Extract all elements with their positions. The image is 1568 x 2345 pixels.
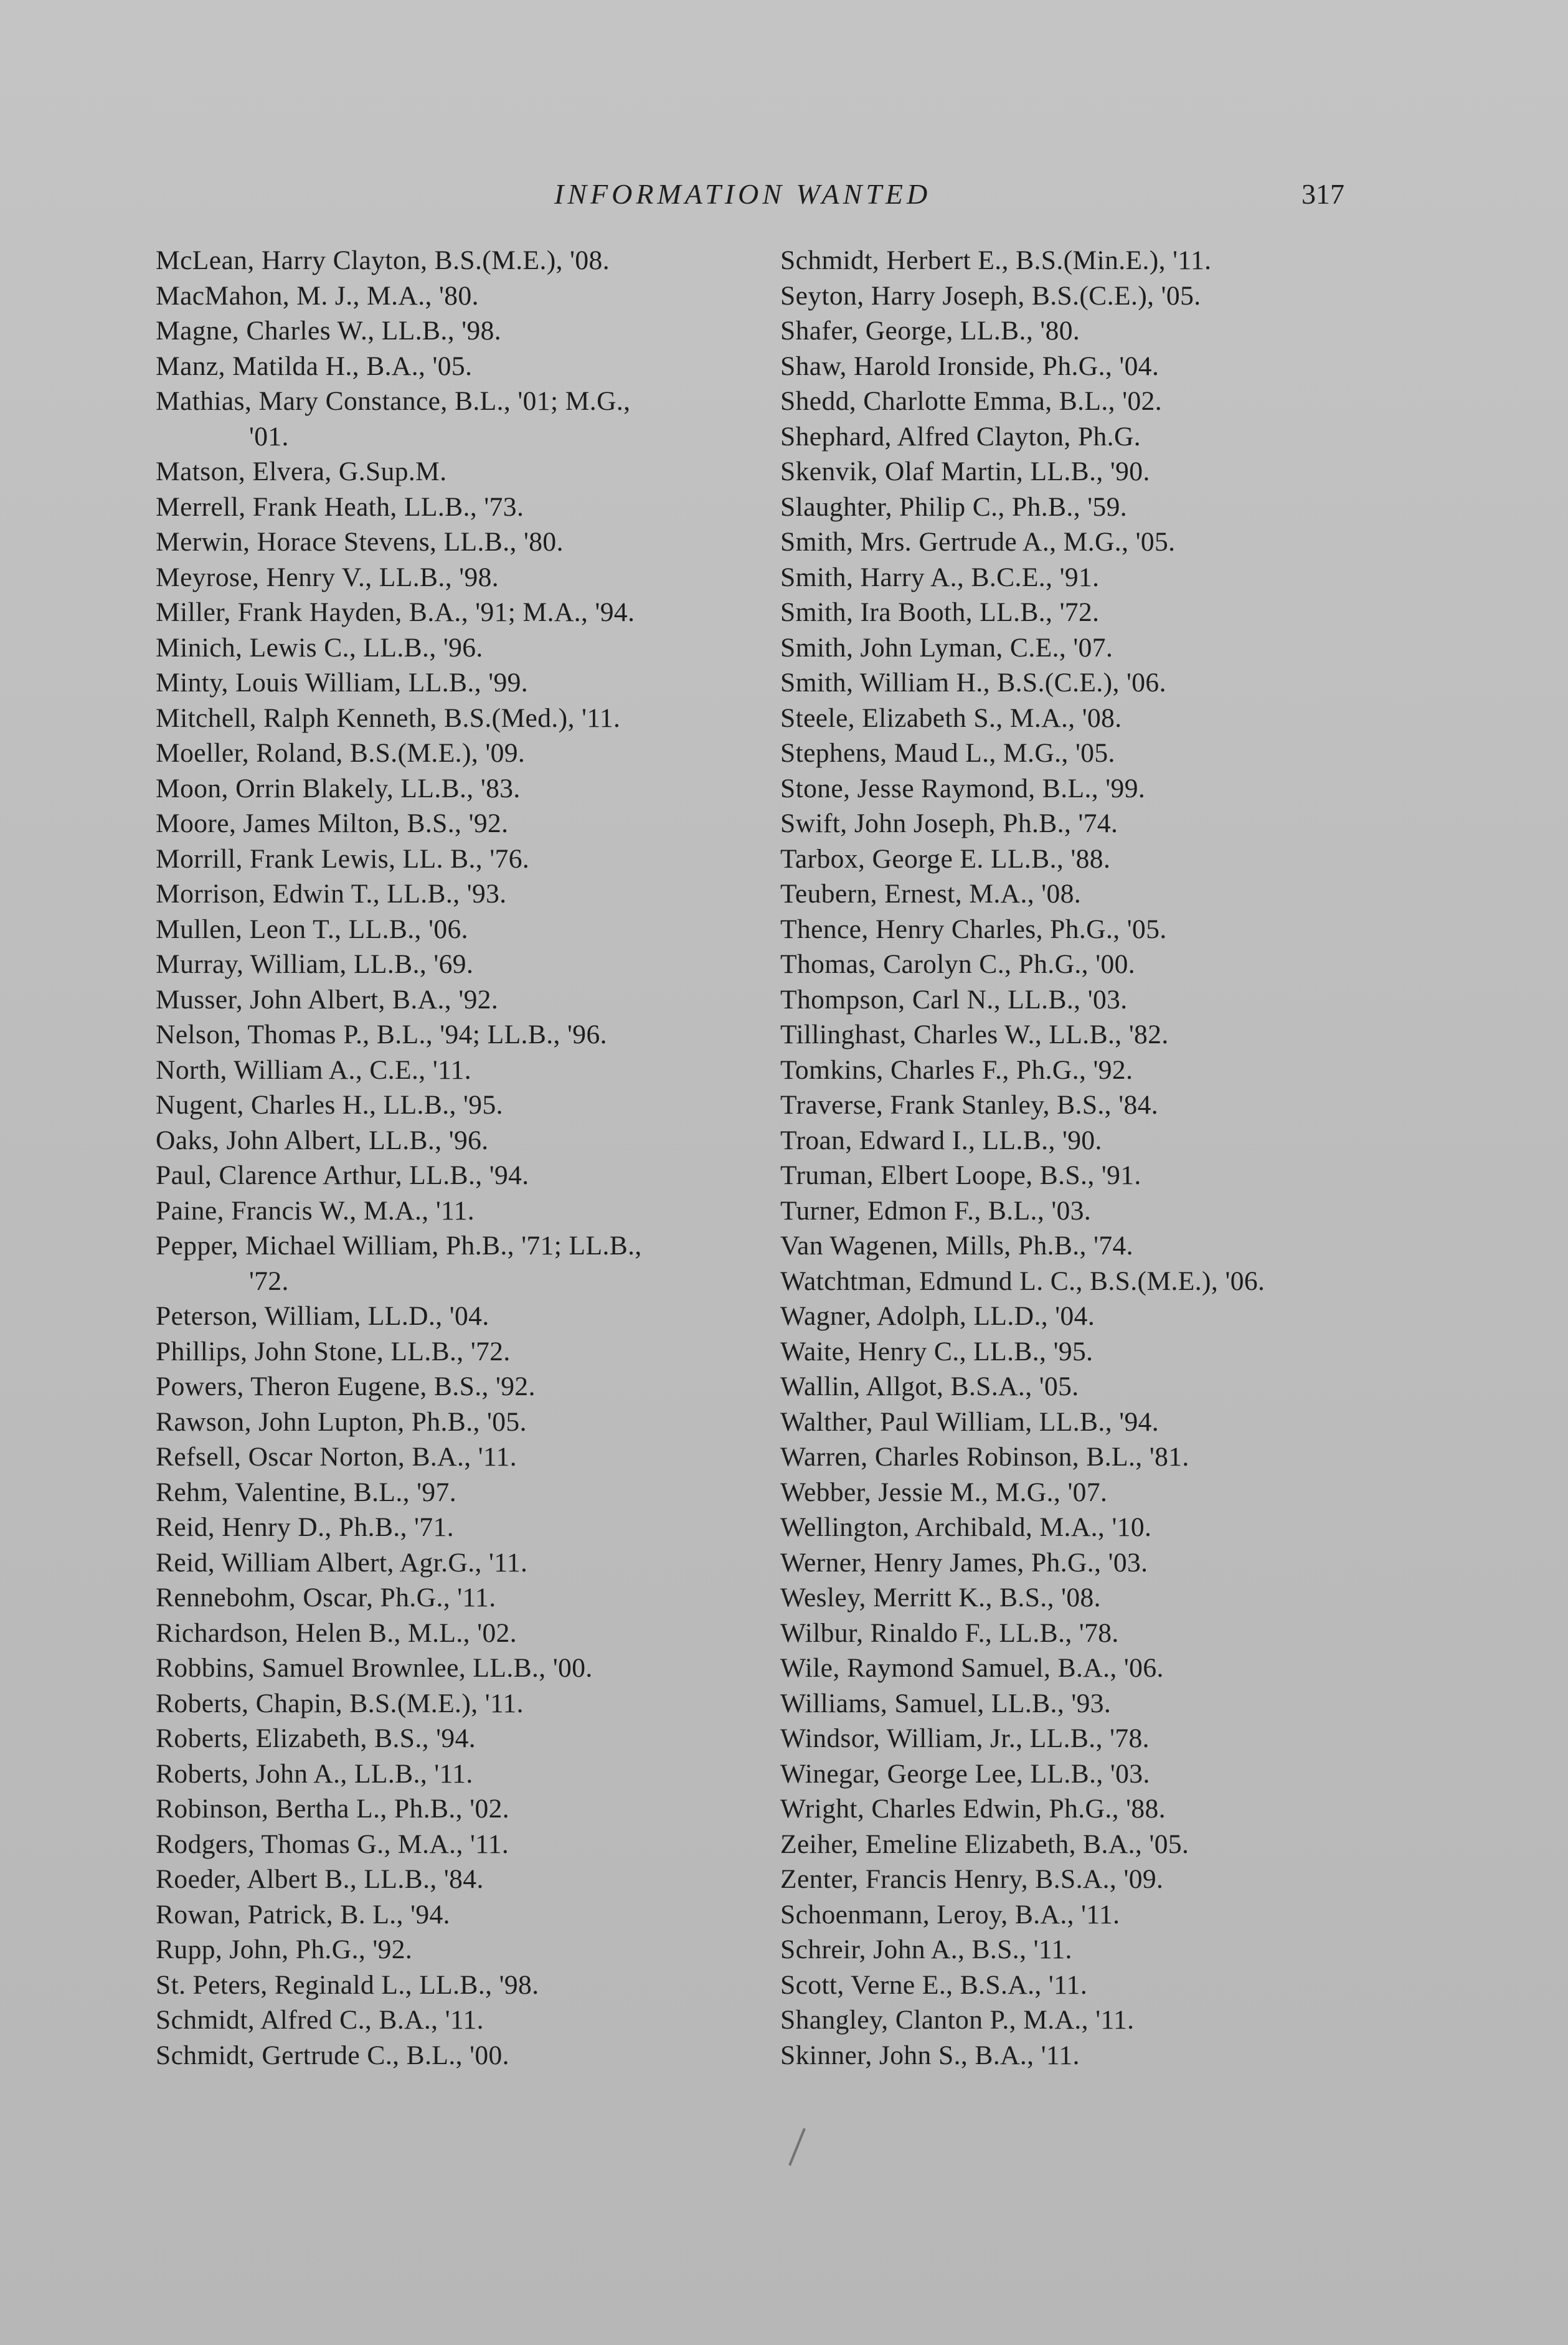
page-number: 317 xyxy=(1301,178,1344,210)
list-item: Minich, Lewis C., LL.B., '96. xyxy=(156,632,483,663)
list-item: Shedd, Charlotte Emma, B.L., '02. xyxy=(780,386,1163,416)
list-item: Mullen, Leon T., LL.B., '06. xyxy=(156,914,468,944)
list-item: Mitchell, Ralph Kenneth, B.S.(Med.), '11. xyxy=(156,703,621,733)
list-item: McLean, Harry Clayton, B.S.(M.E.), '08. xyxy=(156,245,610,275)
list-item: Rupp, John, Ph.G., '92. xyxy=(156,1935,413,1964)
list-item: Schmidt, Herbert E., B.S.(Min.E.), '11. xyxy=(780,245,1212,275)
list-item: Paine, Francis W., M.A., '11. xyxy=(156,1195,475,1226)
list-item: Zenter, Francis Henry, B.S.A., '09. xyxy=(780,1864,1164,1894)
list-item: Moore, James Milton, B.S., '92. xyxy=(156,808,509,838)
list-item: Reid, William Albert, Agr.G., '11. xyxy=(156,1547,528,1578)
list-item: Smith, William H., B.S.(C.E.), '06. xyxy=(780,668,1166,698)
left-column xyxy=(156,243,753,2073)
list-item: Morrison, Edwin T., LL.B., '93. xyxy=(156,879,507,909)
list-item: Shafer, George, LL.B., '80. xyxy=(780,316,1080,346)
list-item: Walther, Paul William, LL.B., '94. xyxy=(780,1406,1159,1437)
list-item: Wagner, Adolph, LL.D., '04. xyxy=(780,1301,1095,1331)
list-item: Skenvik, Olaf Martin, LL.B., '90. xyxy=(780,457,1150,486)
list-item: Warren, Charles Robinson, B.L., '81. xyxy=(780,1442,1189,1472)
list-item: Shephard, Alfred Clayton, Ph.G. xyxy=(780,421,1141,452)
list-item: Zeiher, Emeline Elizabeth, B.A., '05. xyxy=(780,1829,1189,1859)
list-item: Werner, Henry James, Ph.G., '03. xyxy=(780,1547,1148,1578)
list-item: Powers, Theron Eugene, B.S., '92. xyxy=(156,1371,536,1401)
list-item: St. Peters, Reginald L., LL.B., '98. xyxy=(156,1969,539,2000)
list-item: Murray, William, LL.B., '69. xyxy=(156,949,474,979)
list-item: Meyrose, Henry V., LL.B., '98. xyxy=(156,562,499,592)
list-item: Stephens, Maud L., M.G., '05. xyxy=(780,738,1115,768)
list-item: Wilbur, Rinaldo F., LL.B., '78. xyxy=(780,1618,1119,1648)
list-item: Magne, Charles W., LL.B., '98. xyxy=(156,316,502,346)
list-item: Scott, Verne E., B.S.A., '11. xyxy=(780,1969,1088,2000)
list-item: Steele, Elizabeth S., M.A., '08. xyxy=(780,703,1122,733)
running-title: INFORMATION WANTED xyxy=(554,178,932,210)
list-item: '01. xyxy=(249,421,289,452)
list-item: Roberts, John A., LL.B., '11. xyxy=(156,1758,473,1789)
list-item: Tarbox, George E. LL.B., '88. xyxy=(780,843,1111,874)
list-item: Teubern, Ernest, M.A., '08. xyxy=(780,879,1082,909)
list-item: Troan, Edward I., LL.B., '90. xyxy=(780,1125,1102,1155)
list-item: Waite, Henry C., LL.B., '95. xyxy=(780,1336,1093,1367)
list-item: Shangley, Clanton P., M.A., '11. xyxy=(780,2005,1135,2035)
list-item: Shaw, Harold Ironside, Ph.G., '04. xyxy=(780,351,1159,381)
list-item: Schreir, John A., B.S., '11. xyxy=(780,1935,1072,1964)
list-item: Musser, John Albert, B.A., '92. xyxy=(156,984,499,1015)
list-item: MacMahon, M. J., M.A., '80. xyxy=(156,280,479,311)
list-item: Wile, Raymond Samuel, B.A., '06. xyxy=(780,1653,1164,1683)
list-item: Smith, John Lyman, C.E., '07. xyxy=(780,632,1113,663)
list-item: Stone, Jesse Raymond, B.L., '99. xyxy=(780,773,1146,803)
list-item: Seyton, Harry Joseph, B.S.(C.E.), '05. xyxy=(780,280,1201,311)
list-item: North, William A., C.E., '11. xyxy=(156,1054,472,1085)
list-item: Wright, Charles Edwin, Ph.G., '88. xyxy=(780,1794,1166,1824)
list-item: Phillips, John Stone, LL.B., '72. xyxy=(156,1336,511,1367)
list-item: Watchtman, Edmund L. C., B.S.(M.E.), '06. xyxy=(780,1266,1265,1296)
list-item: Nugent, Charles H., LL.B., '95. xyxy=(156,1090,503,1120)
list-item: Merrell, Frank Heath, LL.B., '73. xyxy=(156,491,524,522)
list-item: Matson, Elvera, G.Sup.M. xyxy=(156,457,447,486)
list-item: Smith, Harry A., B.C.E., '91. xyxy=(780,562,1100,592)
list-item: Rowan, Patrick, B. L., '94. xyxy=(156,1899,450,1930)
list-item: Oaks, John Albert, LL.B., '96. xyxy=(156,1125,489,1155)
list-item: Pepper, Michael William, Ph.B., '71; LL.B., xyxy=(156,1231,642,1261)
list-item: Webber, Jessie M., M.G., '07. xyxy=(780,1477,1108,1507)
list-item: Van Wagenen, Mills, Ph.B., '74. xyxy=(780,1231,1133,1261)
list-item: Richardson, Helen B., M.L., '02. xyxy=(156,1618,517,1648)
list-item: Truman, Elbert Loope, B.S., '91. xyxy=(780,1160,1141,1190)
list-item: Roberts, Elizabeth, B.S., '94. xyxy=(156,1723,476,1753)
list-item: Peterson, William, LL.D., '04. xyxy=(156,1301,489,1331)
list-item: Schoenmann, Leroy, B.A., '11. xyxy=(780,1899,1120,1930)
list-item: Paul, Clarence Arthur, LL.B., '94. xyxy=(156,1160,529,1190)
list-item: '72. xyxy=(249,1266,289,1296)
list-item: Thence, Henry Charles, Ph.G., '05. xyxy=(780,914,1167,944)
list-item: Williams, Samuel, LL.B., '93. xyxy=(780,1688,1112,1718)
list-item: Roberts, Chapin, B.S.(M.E.), '11. xyxy=(156,1688,524,1718)
list-item: Merwin, Horace Stevens, LL.B., '80. xyxy=(156,527,564,557)
list-item: Tomkins, Charles F., Ph.G., '92. xyxy=(780,1054,1133,1085)
list-item: Turner, Edmon F., B.L., '03. xyxy=(780,1195,1092,1226)
list-item: Robbins, Samuel Brownlee, LL.B., '00. xyxy=(156,1653,593,1683)
list-item: Minty, Louis William, LL.B., '99. xyxy=(156,668,529,698)
list-item: Wellington, Archibald, M.A., '10. xyxy=(780,1512,1152,1542)
list-item: Refsell, Oscar Norton, B.A., '11. xyxy=(156,1442,517,1472)
print-speck xyxy=(788,2128,806,2166)
list-item: Smith, Ira Booth, LL.B., '72. xyxy=(780,597,1100,627)
list-item: Manz, Matilda H., B.A., '05. xyxy=(156,351,473,381)
list-item: Rehm, Valentine, B.L., '97. xyxy=(156,1477,456,1507)
list-item: Schmidt, Alfred C., B.A., '11. xyxy=(156,2005,484,2035)
list-item: Traverse, Frank Stanley, B.S., '84. xyxy=(780,1090,1159,1120)
list-item: Moeller, Roland, B.S.(M.E.), '09. xyxy=(156,738,526,768)
list-item: Robinson, Bertha L., Ph.B., '02. xyxy=(156,1794,510,1824)
list-item: Rodgers, Thomas G., M.A., '11. xyxy=(156,1829,509,1859)
list-item: Swift, John Joseph, Ph.B., '74. xyxy=(780,808,1118,838)
list-item: Slaughter, Philip C., Ph.B., '59. xyxy=(780,491,1128,522)
list-item: Nelson, Thomas P., B.L., '94; LL.B., '96. xyxy=(156,1020,607,1049)
list-item: Wallin, Allgot, B.S.A., '05. xyxy=(780,1371,1079,1401)
list-item: Reid, Henry D., Ph.B., '71. xyxy=(156,1512,454,1542)
running-header xyxy=(0,176,1568,213)
list-item: Roeder, Albert B., LL.B., '84. xyxy=(156,1864,484,1894)
list-item: Windsor, William, Jr., LL.B., '78. xyxy=(780,1723,1150,1753)
list-item: Mathias, Mary Constance, B.L., '01; M.G., xyxy=(156,386,631,416)
list-item: Morrill, Frank Lewis, LL. B., '76. xyxy=(156,843,530,874)
list-item: Rennebohm, Oscar, Ph.G., '11. xyxy=(156,1583,496,1613)
list-item: Skinner, John S., B.A., '11. xyxy=(780,2040,1080,2070)
list-item: Thompson, Carl N., LL.B., '03. xyxy=(780,984,1128,1015)
right-column xyxy=(780,243,1403,2073)
list-item: Tillinghast, Charles W., LL.B., '82. xyxy=(780,1020,1169,1049)
list-item: Miller, Frank Hayden, B.A., '91; M.A., '94. xyxy=(156,597,635,627)
list-item: Wesley, Merritt K., B.S., '08. xyxy=(780,1583,1101,1613)
list-item: Smith, Mrs. Gertrude A., M.G., '05. xyxy=(780,527,1176,557)
list-item: Winegar, George Lee, LL.B., '03. xyxy=(780,1758,1150,1789)
list-item: Thomas, Carolyn C., Ph.G., '00. xyxy=(780,949,1136,979)
list-item: Moon, Orrin Blakely, LL.B., '83. xyxy=(156,773,521,803)
list-item: Schmidt, Gertrude C., B.L., '00. xyxy=(156,2040,509,2070)
list-item: Rawson, John Lupton, Ph.B., '05. xyxy=(156,1406,527,1437)
